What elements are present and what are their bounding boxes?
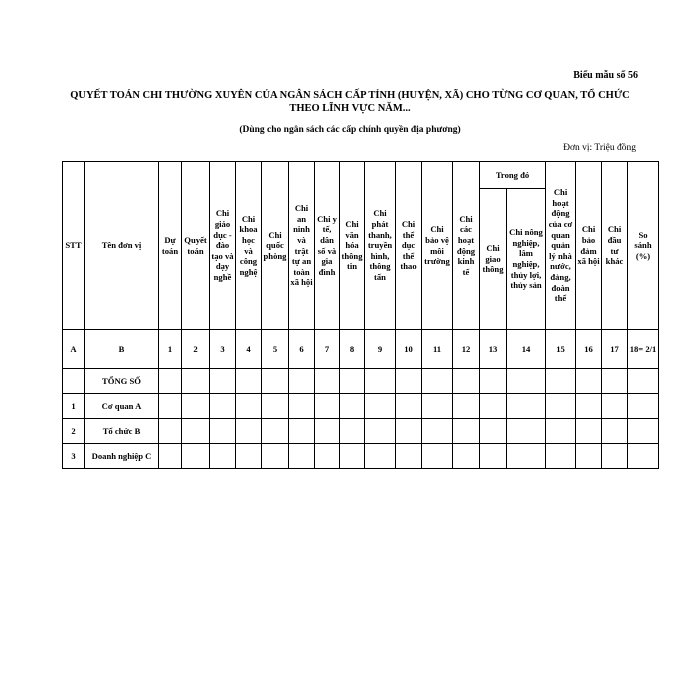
value-cell [602, 419, 628, 444]
value-cell [396, 419, 422, 444]
header-chi-quoc-phong: Chi quốc phòng [262, 162, 289, 330]
col-no: B [85, 330, 159, 369]
value-cell [262, 369, 289, 394]
value-cell [340, 444, 365, 469]
page-subtitle: (Dùng cho ngân sách các cấp chính quyền địa phương) [239, 125, 461, 135]
header-du-toan: Dự toán [159, 162, 182, 330]
header-chi-the-duc: Chi thể dục thể thao [396, 162, 422, 330]
col-no: 13 [480, 330, 507, 369]
col-no: 18= 2/1 [628, 330, 659, 369]
budget-table [62, 161, 659, 469]
value-cell [602, 444, 628, 469]
value-cell [340, 394, 365, 419]
header-chi-y-te: Chi y tế, dân số và gia đình [315, 162, 340, 330]
header-chi-hoat-dong-kt: Chi các hoạt động kinh tế [453, 162, 480, 330]
value-cell [576, 419, 602, 444]
row-name: TỔNG SỐ [85, 369, 159, 394]
col-no: 6 [289, 330, 315, 369]
value-cell [507, 419, 546, 444]
value-cell [365, 444, 396, 469]
value-cell [262, 394, 289, 419]
value-cell [480, 394, 507, 419]
value-cell [628, 419, 659, 444]
value-cell [262, 419, 289, 444]
unit-label: Đơn vị: Triệu đồng [563, 143, 636, 153]
table-row [63, 444, 659, 469]
col-no: 10 [396, 330, 422, 369]
header-quyet-toan: Quyết toán [182, 162, 210, 330]
value-cell [453, 419, 480, 444]
page-title [60, 89, 640, 115]
value-cell [422, 394, 453, 419]
value-cell [576, 394, 602, 419]
value-cell [210, 444, 236, 469]
header-chi-khoa-hoc: Chi khoa học và công nghệ [236, 162, 262, 330]
value-cell [289, 419, 315, 444]
table-row [63, 369, 659, 394]
value-cell [576, 444, 602, 469]
header-trong-do: Trong đó [480, 162, 546, 189]
value-cell [315, 419, 340, 444]
col-no: A [63, 330, 85, 369]
header-stt: STT [63, 162, 85, 330]
value-cell [210, 369, 236, 394]
col-no: 16 [576, 330, 602, 369]
value-cell [236, 444, 262, 469]
col-no: 3 [210, 330, 236, 369]
value-cell [507, 444, 546, 469]
row-stt: 1 [63, 394, 85, 419]
row-name: Doanh nghiệp C [85, 444, 159, 469]
col-no: 15 [546, 330, 576, 369]
value-cell [289, 394, 315, 419]
value-cell [396, 394, 422, 419]
value-cell [182, 369, 210, 394]
col-no: 8 [340, 330, 365, 369]
header-chi-bao-dam-xh: Chi bảo đảm xã hội [576, 162, 602, 330]
value-cell [546, 419, 576, 444]
header-chi-bao-ve-mt: Chi bảo vệ môi trường [422, 162, 453, 330]
value-cell [480, 369, 507, 394]
value-cell [546, 444, 576, 469]
col-no: 17 [602, 330, 628, 369]
value-cell [159, 419, 182, 444]
value-cell [507, 369, 546, 394]
value-cell [315, 444, 340, 469]
column-number-row [63, 330, 659, 369]
header-chi-dau-tu-khac: Chi đầu tư khác [602, 162, 628, 330]
row-stt [63, 369, 85, 394]
header-chi-phat-thanh: Chi phát thanh, truyền hình, thông tấn [365, 162, 396, 330]
value-cell [453, 444, 480, 469]
value-cell [480, 419, 507, 444]
row-stt: 2 [63, 419, 85, 444]
value-cell [289, 369, 315, 394]
value-cell [576, 369, 602, 394]
col-no: 12 [453, 330, 480, 369]
value-cell [396, 444, 422, 469]
value-cell [453, 394, 480, 419]
title-line-1: QUYẾT TOÁN CHI THƯỜNG XUYÊN CỦA NGÂN SÁCH CẤP TỈNH (HUYỆN, XÃ) CHO TỪNG CƠ QUAN, TỔ CHỨC [70, 90, 630, 101]
value-cell [262, 444, 289, 469]
value-cell [453, 369, 480, 394]
col-no: 9 [365, 330, 396, 369]
value-cell [365, 394, 396, 419]
table-row [63, 419, 659, 444]
value-cell [236, 394, 262, 419]
value-cell [422, 444, 453, 469]
table-row [63, 394, 659, 419]
col-no: 14 [507, 330, 546, 369]
value-cell [182, 394, 210, 419]
col-no: 2 [182, 330, 210, 369]
value-cell [159, 444, 182, 469]
value-cell [236, 419, 262, 444]
value-cell [422, 369, 453, 394]
col-no: 1 [159, 330, 182, 369]
value-cell [365, 419, 396, 444]
value-cell [340, 369, 365, 394]
header-so-sanh: So sánh (%) [628, 162, 659, 330]
col-no: 5 [262, 330, 289, 369]
header-ten-don-vi: Tên đơn vị [85, 162, 159, 330]
value-cell [182, 444, 210, 469]
value-cell [340, 419, 365, 444]
value-cell [602, 394, 628, 419]
value-cell [628, 369, 659, 394]
header-chi-van-hoa: Chi văn hóa thông tin [340, 162, 365, 330]
value-cell [422, 419, 453, 444]
row-name: Tổ chức B [85, 419, 159, 444]
value-cell [480, 444, 507, 469]
value-cell [289, 444, 315, 469]
value-cell [236, 369, 262, 394]
value-cell [315, 369, 340, 394]
value-cell [210, 394, 236, 419]
header-chi-nong-nghiep: Chi nông nghiệp, lâm nghiệp, thủy lợi, thủy sản [507, 189, 546, 330]
row-stt: 3 [63, 444, 85, 469]
header-chi-giao-duc: Chi giáo dục - đào tạo và dạy nghề [210, 162, 236, 330]
value-cell [507, 394, 546, 419]
value-cell [602, 369, 628, 394]
value-cell [210, 419, 236, 444]
col-no: 7 [315, 330, 340, 369]
value-cell [546, 394, 576, 419]
header-chi-an-ninh: Chi an ninh và trật tự an toàn xã hội [289, 162, 315, 330]
value-cell [546, 369, 576, 394]
value-cell [396, 369, 422, 394]
value-cell [159, 369, 182, 394]
col-no: 4 [236, 330, 262, 369]
header-chi-giao-thong: Chi giao thông [480, 189, 507, 330]
value-cell [628, 394, 659, 419]
value-cell [159, 394, 182, 419]
title-line-2: THEO LĨNH VỰC NĂM... [289, 103, 411, 114]
col-no: 11 [422, 330, 453, 369]
row-name: Cơ quan A [85, 394, 159, 419]
value-cell [628, 444, 659, 469]
value-cell [182, 419, 210, 444]
value-cell [365, 369, 396, 394]
form-number: Biểu mẫu số 56 [573, 70, 638, 81]
header-chi-co-quan-ql: Chi hoạt động của cơ quan quản lý nhà nước, đảng, đoàn thể [546, 162, 576, 330]
value-cell [315, 394, 340, 419]
